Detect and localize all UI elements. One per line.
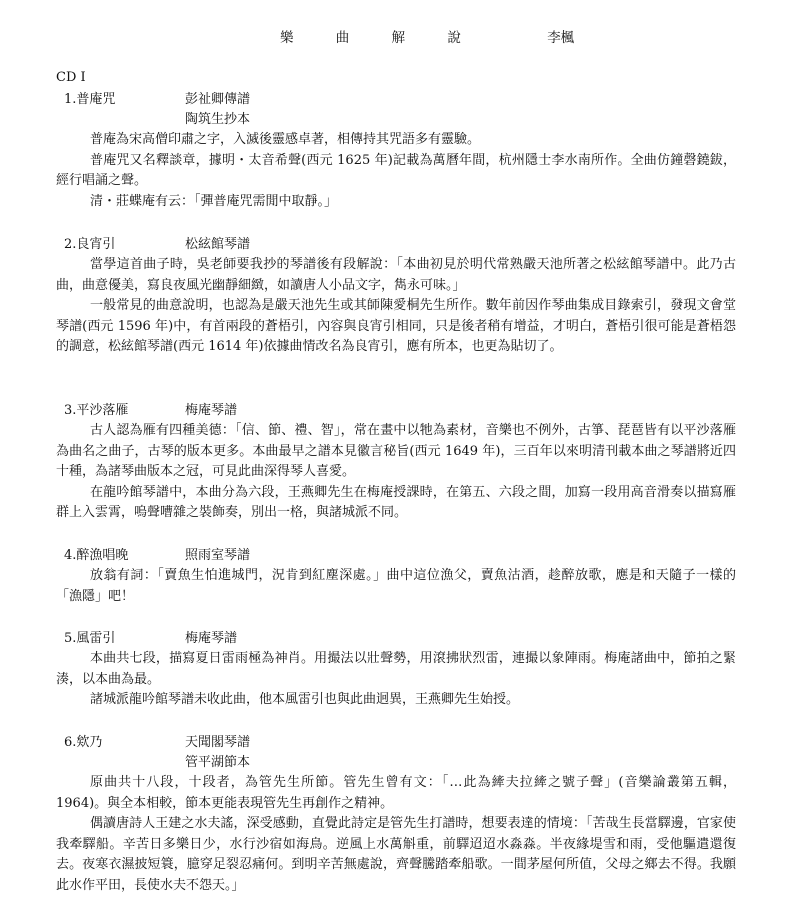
section-source-2: 管平湖節本 — [185, 755, 251, 770]
paragraph: 普庵咒又名釋談章，據明・太音希聲(西元 1625 年)記載為萬曆年間，杭州隱士李水南所作。全曲仿鐘磬鐃鈸，經行唱誦之聲。 — [56, 152, 736, 189]
section-source: 梅庵琴譜 — [185, 403, 238, 418]
section-heading — [56, 90, 736, 110]
section-source: 照雨室琴譜 — [185, 548, 251, 563]
section-number-title: 4.醉漁唱晚 — [64, 548, 129, 563]
section-number-title: 5.風雷引 — [64, 631, 116, 646]
section-source: 松絃館琴譜 — [185, 237, 251, 252]
title-char: 說 — [447, 30, 461, 46]
section-number-title: 1.普庵咒 — [64, 92, 116, 107]
section-source-2: 陶筑生抄本 — [185, 112, 251, 127]
paragraph: 偶讀唐詩人王建之水夫謠，深受感動，直覺此詩定是管先生打譜時，想要表達的情境：「苦哉生長當驛邊，官家使我牽驛船。辛苦日多樂日少，水行沙宿如海鳥。逆風上水萬斛重，前驛迢迢水淼淼。半夜緣堤雪和雨，受他驅遣還復去。夜寒衣濕披短簑，臆穿足裂忍痛何。到明辛苦無處說，齊聲騰踏牽船歌。一間茅屋何所值，父母之鄉去不得。我願此水作平田，長使水夫不怨天。」 — [56, 816, 736, 893]
section-6 — [56, 733, 736, 897]
section-heading — [56, 235, 736, 255]
paragraph: 諸城派龍吟館琴譜未收此曲，他本風雷引也與此曲迥異，王燕卿先生始授。 — [90, 692, 520, 708]
section-source: 彭祉卿傳譜 — [185, 92, 251, 107]
cd-label: CD I — [56, 70, 86, 85]
section-heading — [56, 733, 736, 753]
paragraph: 清・莊蝶庵有云：「彈普庵咒需閒中取靜。」 — [90, 193, 338, 209]
section-number-title: 6.欸乃 — [64, 735, 103, 750]
section-2 — [56, 235, 736, 358]
title-char: 曲 — [335, 30, 350, 46]
title-char: 解 — [391, 30, 406, 46]
paragraph: 原曲共十八段，十段者，為管先生所節。管先生曾有文：「…此為縴夫拉縴之號子聲」(音樂論叢第五輯，1964)。與全本相較，節本更能表現管先生再創作之精神。 — [56, 775, 736, 811]
title-char: 樂 — [280, 30, 294, 46]
paragraph: 本曲共七段，描寫夏日雷雨極為神肖。用撮法以壯聲勢，用滾拂狀烈雷，連撮以象陣雨。梅庵諸曲中，節拍之緊湊，以本曲為最。 — [56, 651, 736, 687]
section-number-title: 2.良宵引 — [64, 237, 116, 252]
paragraph: 當學這首曲子時，吳老師要我抄的琴譜後有段解說：「本曲初見於明代常熟嚴天池所著之松絃館琴譜中。此乃古曲，曲意優美，寫良夜風光幽靜細緻，如讀唐人小品文字，雋永可味。」 — [56, 257, 736, 293]
section-number-title: 3.平沙落雁 — [64, 403, 129, 418]
section-5 — [56, 629, 736, 711]
page-title — [280, 26, 574, 46]
paragraph: 在龍吟館琴譜中，本曲分為六段，王燕卿先生在梅庵授課時，在第五、六段之間，加寫一段用高音滑奏以描寫雁群上入雲霄，嗚聲嘈雜之裝飾奏，別出一格，與諸城派不同。 — [56, 484, 736, 521]
section-heading — [56, 546, 736, 566]
section-source: 梅庵琴譜 — [185, 631, 238, 646]
section-heading — [56, 629, 736, 649]
paragraph: 放翁有詞：「賣魚生怕進城門，況肯到紅塵深處。」曲中這位漁父，賣魚沽酒，趁醉放歌，應是和天隨子一樣的「漁隱」吧！ — [56, 568, 736, 604]
section-4 — [56, 546, 736, 607]
paragraph: 普庵為宋高僧印肅之字，入滅後靈感卓著，相傳持其咒語多有靈驗。 — [90, 132, 481, 147]
paragraph: 一般常見的曲意說明，也認為是嚴天池先生或其師陳愛桐先生所作。數年前因作琴曲集成目錄索引，發現文會堂琴譜(西元 1596 年)中，有首兩段的蒼梧引，內容與良宵引相同，只是後者稍有增益，才明白，蒼梧引很可能是蒼梧怨的調意，松絃館琴譜(西元 1614 年)依據曲情改名為良宵引，應有所本，也更為貼切了。 — [56, 298, 736, 355]
section-3 — [56, 401, 736, 524]
paragraph: 古人認為雁有四種美德：「信、節、禮、智」，常在畫中以牠為素材，音樂也不例外，古箏、琵琶皆有以平沙落雁為曲名之曲子，古琴的版本更多。本曲最早之譜本見徽言秘旨(西元 1649 年)，三百年以來明清刊載本曲之琴譜將近四十種，為諸琴曲版本之冠，可見此曲深得琴人喜愛。 — [56, 423, 736, 480]
section-source: 天聞閣琴譜 — [185, 735, 251, 750]
section-heading — [56, 401, 736, 421]
author-name: 李楓 — [547, 30, 575, 46]
section-1 — [56, 90, 736, 212]
